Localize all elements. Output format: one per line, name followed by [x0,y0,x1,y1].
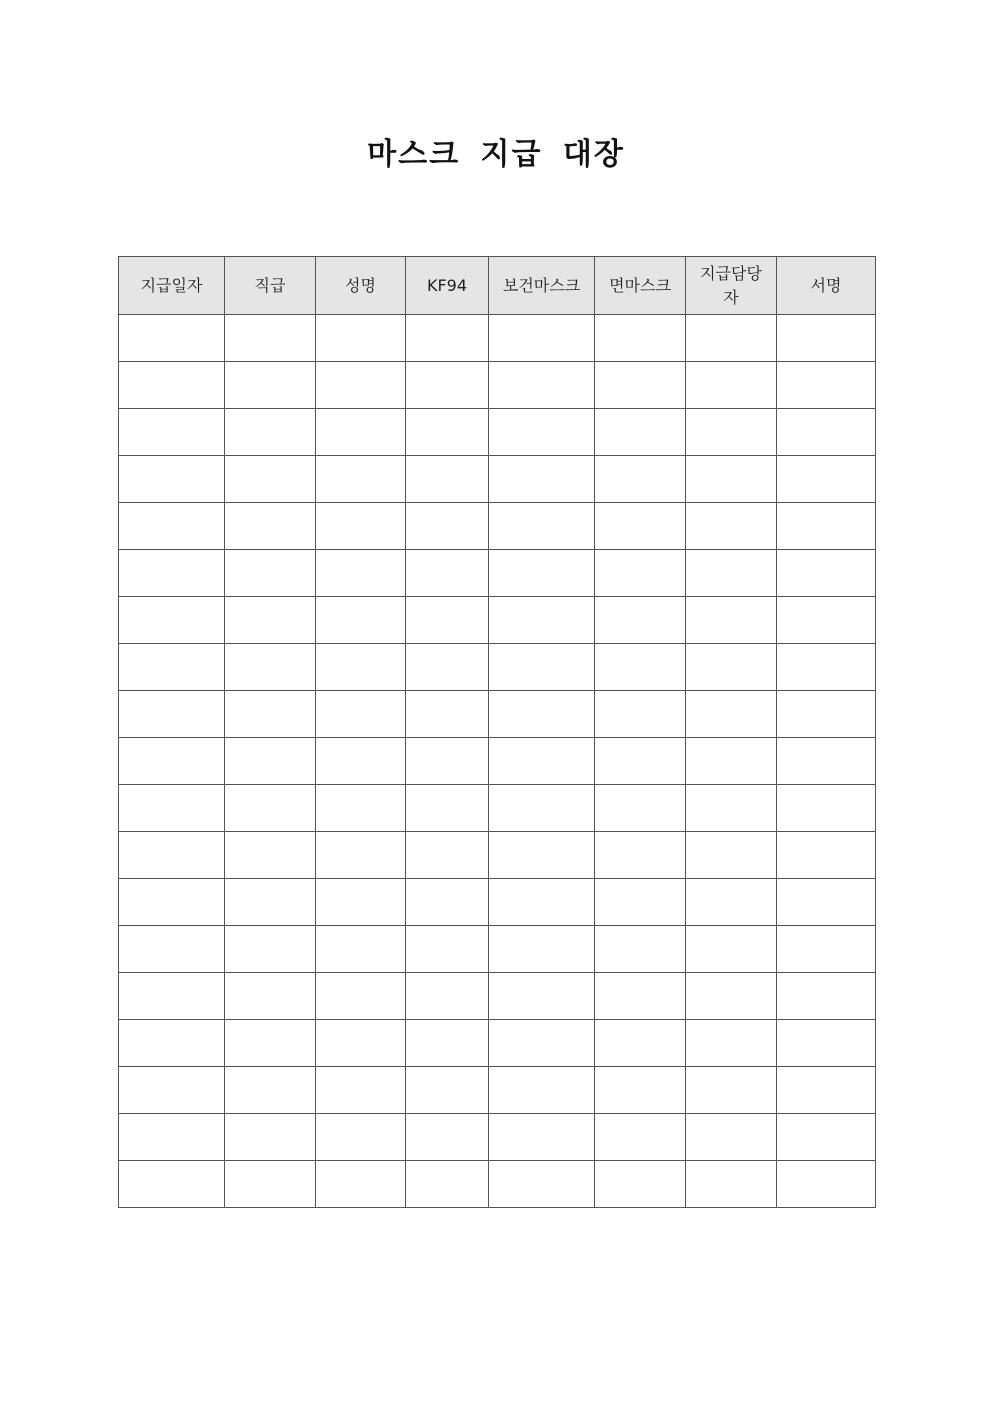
table-cell[interactable] [686,926,777,973]
table-cell[interactable] [595,785,686,832]
table-row [119,738,876,785]
table-cell[interactable] [686,738,777,785]
table-row [119,1161,876,1208]
table-cell[interactable] [406,503,489,550]
table-cell[interactable] [225,832,316,879]
header-rank: 직급 [225,257,316,315]
table-row [119,1114,876,1161]
table-cell[interactable] [316,1114,406,1161]
table-cell[interactable] [316,362,406,409]
table-cell[interactable] [489,973,595,1020]
table-header-row [119,257,876,315]
table-cell[interactable] [225,550,316,597]
table-cell[interactable] [225,879,316,926]
table-cell[interactable] [225,409,316,456]
table-cell[interactable] [489,879,595,926]
table-cell[interactable] [686,409,777,456]
table-cell[interactable] [119,409,225,456]
table-cell[interactable] [489,644,595,691]
table-cell[interactable] [489,409,595,456]
table-cell[interactable] [316,691,406,738]
table-cell[interactable] [406,832,489,879]
table-cell[interactable] [406,785,489,832]
table-cell[interactable] [686,1020,777,1067]
table-cell[interactable] [316,550,406,597]
table-cell[interactable] [595,409,686,456]
header-kf94: KF94 [406,257,489,315]
table-row [119,597,876,644]
table-cell[interactable] [316,973,406,1020]
table-row [119,503,876,550]
table-cell[interactable] [489,738,595,785]
table-cell[interactable] [225,597,316,644]
table-cell[interactable] [406,691,489,738]
table-cell[interactable] [119,456,225,503]
table-row [119,550,876,597]
table-cell[interactable] [489,926,595,973]
table-cell[interactable] [777,691,876,738]
table-cell[interactable] [777,1114,876,1161]
table-cell[interactable] [406,738,489,785]
table-cell[interactable] [316,503,406,550]
table-cell[interactable] [406,879,489,926]
table-row [119,456,876,503]
table-cell[interactable] [489,362,595,409]
header-cotton-mask: 면마스크 [595,257,686,315]
table-cell[interactable] [777,1067,876,1114]
table-cell[interactable] [777,785,876,832]
table-cell[interactable] [777,503,876,550]
table-cell[interactable] [316,738,406,785]
table-cell[interactable] [686,362,777,409]
table-cell[interactable] [595,550,686,597]
table-cell[interactable] [595,362,686,409]
table-cell[interactable] [595,832,686,879]
table-cell[interactable] [777,973,876,1020]
table-cell[interactable] [489,691,595,738]
table-cell[interactable] [225,785,316,832]
table-row [119,1020,876,1067]
table-cell[interactable] [489,1114,595,1161]
table-cell[interactable] [406,315,489,362]
table-row [119,1067,876,1114]
table-cell[interactable] [316,1067,406,1114]
table-cell[interactable] [777,832,876,879]
table-cell[interactable] [595,973,686,1020]
table-cell[interactable] [686,315,777,362]
header-date: 지급일자 [119,257,225,315]
table-row [119,879,876,926]
table-cell[interactable] [595,738,686,785]
table-cell[interactable] [225,503,316,550]
table-cell[interactable] [406,926,489,973]
table-cell[interactable] [119,785,225,832]
table-cell[interactable] [406,597,489,644]
table-cell[interactable] [489,1067,595,1114]
header-name: 성명 [316,257,406,315]
table-cell[interactable] [119,832,225,879]
table-cell[interactable] [595,644,686,691]
table-row [119,315,876,362]
table-cell[interactable] [225,973,316,1020]
header-officer: 지급담당자 [686,257,777,315]
table-cell[interactable] [225,691,316,738]
table-cell[interactable] [119,1020,225,1067]
table-row [119,644,876,691]
table-cell[interactable] [225,1067,316,1114]
table-cell[interactable] [686,456,777,503]
table-row [119,409,876,456]
table-cell[interactable] [777,926,876,973]
table-cell[interactable] [119,1067,225,1114]
table-cell[interactable] [119,362,225,409]
table-cell[interactable] [119,503,225,550]
table-cell[interactable] [406,1114,489,1161]
table-cell[interactable] [119,644,225,691]
table-cell[interactable] [119,691,225,738]
table-cell[interactable] [225,738,316,785]
table-cell[interactable] [595,456,686,503]
table-cell[interactable] [316,879,406,926]
table-cell[interactable] [686,1067,777,1114]
table-cell[interactable] [225,926,316,973]
table-cell[interactable] [406,456,489,503]
table-row [119,973,876,1020]
table-cell[interactable] [686,550,777,597]
table-cell[interactable] [489,832,595,879]
table-cell[interactable] [686,832,777,879]
table-cell[interactable] [595,1161,686,1208]
table-cell[interactable] [316,1161,406,1208]
table-cell[interactable] [777,597,876,644]
table-cell[interactable] [119,738,225,785]
table-cell[interactable] [777,315,876,362]
table-cell[interactable] [316,926,406,973]
table-cell[interactable] [686,973,777,1020]
table-row [119,832,876,879]
table-cell[interactable] [119,973,225,1020]
table-cell[interactable] [595,1067,686,1114]
table-cell[interactable] [316,315,406,362]
table-cell[interactable] [406,362,489,409]
table-cell[interactable] [489,785,595,832]
table-cell[interactable] [225,362,316,409]
table-cell[interactable] [595,1114,686,1161]
table-cell[interactable] [316,409,406,456]
table-cell[interactable] [686,644,777,691]
table-cell[interactable] [119,1114,225,1161]
table-cell[interactable] [225,456,316,503]
table-cell[interactable] [225,644,316,691]
table-cell[interactable] [406,1020,489,1067]
table-cell[interactable] [686,503,777,550]
table-cell[interactable] [489,1020,595,1067]
table-cell[interactable] [595,691,686,738]
table-cell[interactable] [225,1114,316,1161]
table-cell[interactable] [225,1020,316,1067]
table-cell[interactable] [777,362,876,409]
table-cell[interactable] [119,315,225,362]
table-cell[interactable] [777,738,876,785]
header-signature: 서명 [777,257,876,315]
table-cell[interactable] [489,1161,595,1208]
table-cell[interactable] [406,409,489,456]
table-row [119,362,876,409]
table-cell[interactable] [777,409,876,456]
table-cell[interactable] [489,456,595,503]
mask-distribution-table [118,256,876,1208]
table-cell[interactable] [777,644,876,691]
table-cell[interactable] [595,503,686,550]
table-cell[interactable] [406,973,489,1020]
table-cell[interactable] [119,597,225,644]
table-cell[interactable] [595,315,686,362]
table-cell[interactable] [686,785,777,832]
table-cell[interactable] [119,926,225,973]
table-cell[interactable] [489,315,595,362]
table-cell[interactable] [489,503,595,550]
table-cell[interactable] [406,1067,489,1114]
table-cell[interactable] [595,879,686,926]
table-cell[interactable] [686,691,777,738]
table-cell[interactable] [489,597,595,644]
table-cell[interactable] [119,550,225,597]
table-cell[interactable] [316,644,406,691]
table-cell[interactable] [595,926,686,973]
table-cell[interactable] [777,1020,876,1067]
table-cell[interactable] [777,456,876,503]
table-cell[interactable] [406,550,489,597]
table-cell[interactable] [316,456,406,503]
header-health-mask: 보건마스크 [489,257,595,315]
table-row [119,926,876,973]
table-body [119,315,876,1208]
table-cell[interactable] [595,597,686,644]
table-cell[interactable] [489,550,595,597]
table-cell[interactable] [406,1161,489,1208]
table-cell[interactable] [777,550,876,597]
table-cell[interactable] [316,785,406,832]
table-cell[interactable] [316,1020,406,1067]
table-cell[interactable] [595,1020,686,1067]
table-cell[interactable] [406,644,489,691]
document-title: 마스크 지급 대장 [367,137,625,172]
table-row [119,785,876,832]
table-cell[interactable] [686,1114,777,1161]
table-row [119,691,876,738]
table-cell[interactable] [777,879,876,926]
table-cell[interactable] [316,597,406,644]
table-cell[interactable] [225,1161,316,1208]
table-cell[interactable] [316,832,406,879]
table-cell[interactable] [686,597,777,644]
table-cell[interactable] [686,879,777,926]
table-cell[interactable] [777,1161,876,1208]
table-cell[interactable] [686,1161,777,1208]
table-cell[interactable] [119,879,225,926]
table-cell[interactable] [225,315,316,362]
table-cell[interactable] [119,1161,225,1208]
